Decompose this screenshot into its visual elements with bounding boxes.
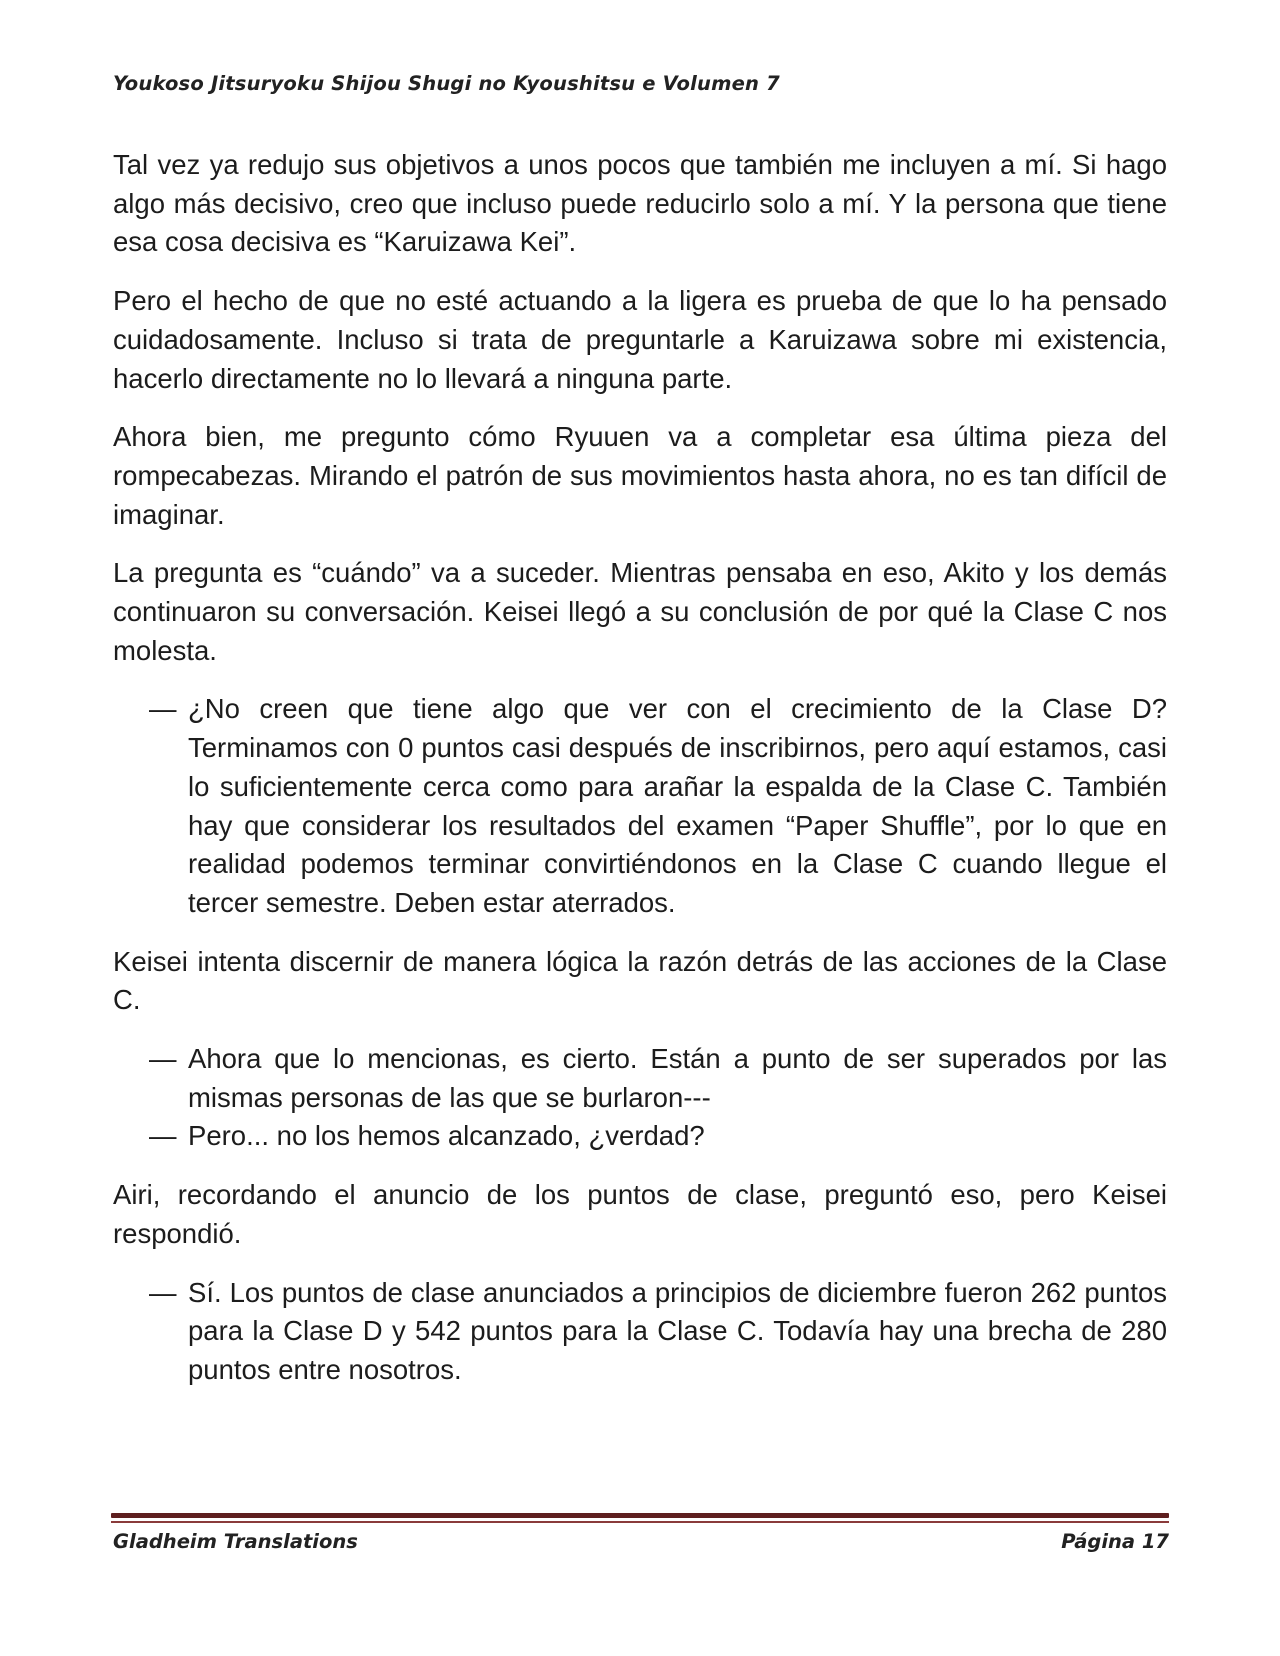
footer-divider xyxy=(111,1513,1169,1518)
dialogue-line xyxy=(113,1040,1167,1117)
dialogue-line xyxy=(113,1274,1167,1390)
paragraph: La pregunta es “cuándo” va a suceder. Mientras pensaba en eso, Akito y los demás continuaron su conversación. Keisei llegó a su conclusión de por qué la Clase C nos molesta. xyxy=(113,557,1167,666)
dialogue-text: Ahora que lo mencionas, es cierto. Están a punto de ser superados por las mismas personas de las que se burlaron--- xyxy=(188,1043,1167,1113)
dialogue-dash: — xyxy=(149,1276,177,1308)
dialogue-dash: — xyxy=(149,693,177,725)
dialogue-group xyxy=(113,1274,1167,1390)
paragraph: Ahora bien, me pregunto cómo Ryuuen va a completar esa última pieza del rompecabezas. Mirando el patrón de sus movimientos hasta ahora, no es tan difícil de imaginar. xyxy=(113,421,1167,530)
dialogue-dash: — xyxy=(149,1120,177,1152)
dialogue-line xyxy=(113,1117,1167,1156)
header-title: Youkoso Jitsuryoku Shijou Shugi no Kyoushitsu e Volumen 7 xyxy=(113,72,780,95)
dialogue-group xyxy=(113,1040,1167,1156)
page-content xyxy=(113,146,1167,1410)
dialogue-text: ¿No creen que tiene algo que ver con el crecimiento de la Clase D? Terminamos con 0 puntos casi después de inscribirnos, pero aquí estamos, casi lo suficientemente cerca como para arañar la espalda de la Clase C. También hay que considerar los resultados del examen “Paper Shuffle”, por lo que en realidad podemos terminar convirtiéndonos en la Clase C cuando llegue el tercer semestre. Deben estar aterrados. xyxy=(188,693,1167,918)
paragraph: Keisei intenta discernir de manera lógica la razón detrás de las acciones de la Clase C. xyxy=(113,945,1167,1016)
dialogue-group xyxy=(113,690,1167,922)
paragraph: Pero el hecho de que no esté actuando a la ligera es prueba de que lo ha pensado cuidadosamente. Incluso si trata de preguntarle a Karuizawa sobre mi existencia, hacerlo directamente no lo llevará a ninguna parte. xyxy=(113,285,1167,394)
dialogue-line xyxy=(113,690,1167,922)
dialogue-text: Sí. Los puntos de clase anunciados a principios de diciembre fueron 262 puntos para la Clase D y 542 puntos para la Clase C. Todavía hay una brecha de 280 puntos entre nosotros. xyxy=(188,1276,1167,1385)
paragraph: Airi, recordando el anuncio de los puntos de clase, preguntó eso, pero Keisei respondió. xyxy=(113,1179,1167,1249)
footer-publisher: Gladheim Translations xyxy=(113,1530,358,1553)
dialogue-dash: — xyxy=(149,1043,177,1075)
page-number: Página 17 xyxy=(1061,1530,1169,1553)
dialogue-text: Pero... no los hemos alcanzado, ¿verdad? xyxy=(188,1120,705,1152)
paragraph: Tal vez ya redujo sus objetivos a unos pocos que también me incluyen a mí. Si hago algo más decisivo, creo que incluso puede reducirlo solo a mí. Y la persona que tiene esa cosa decisiva es “Karuizawa Kei”. xyxy=(113,149,1167,258)
footer-divider-thin xyxy=(111,1521,1169,1523)
